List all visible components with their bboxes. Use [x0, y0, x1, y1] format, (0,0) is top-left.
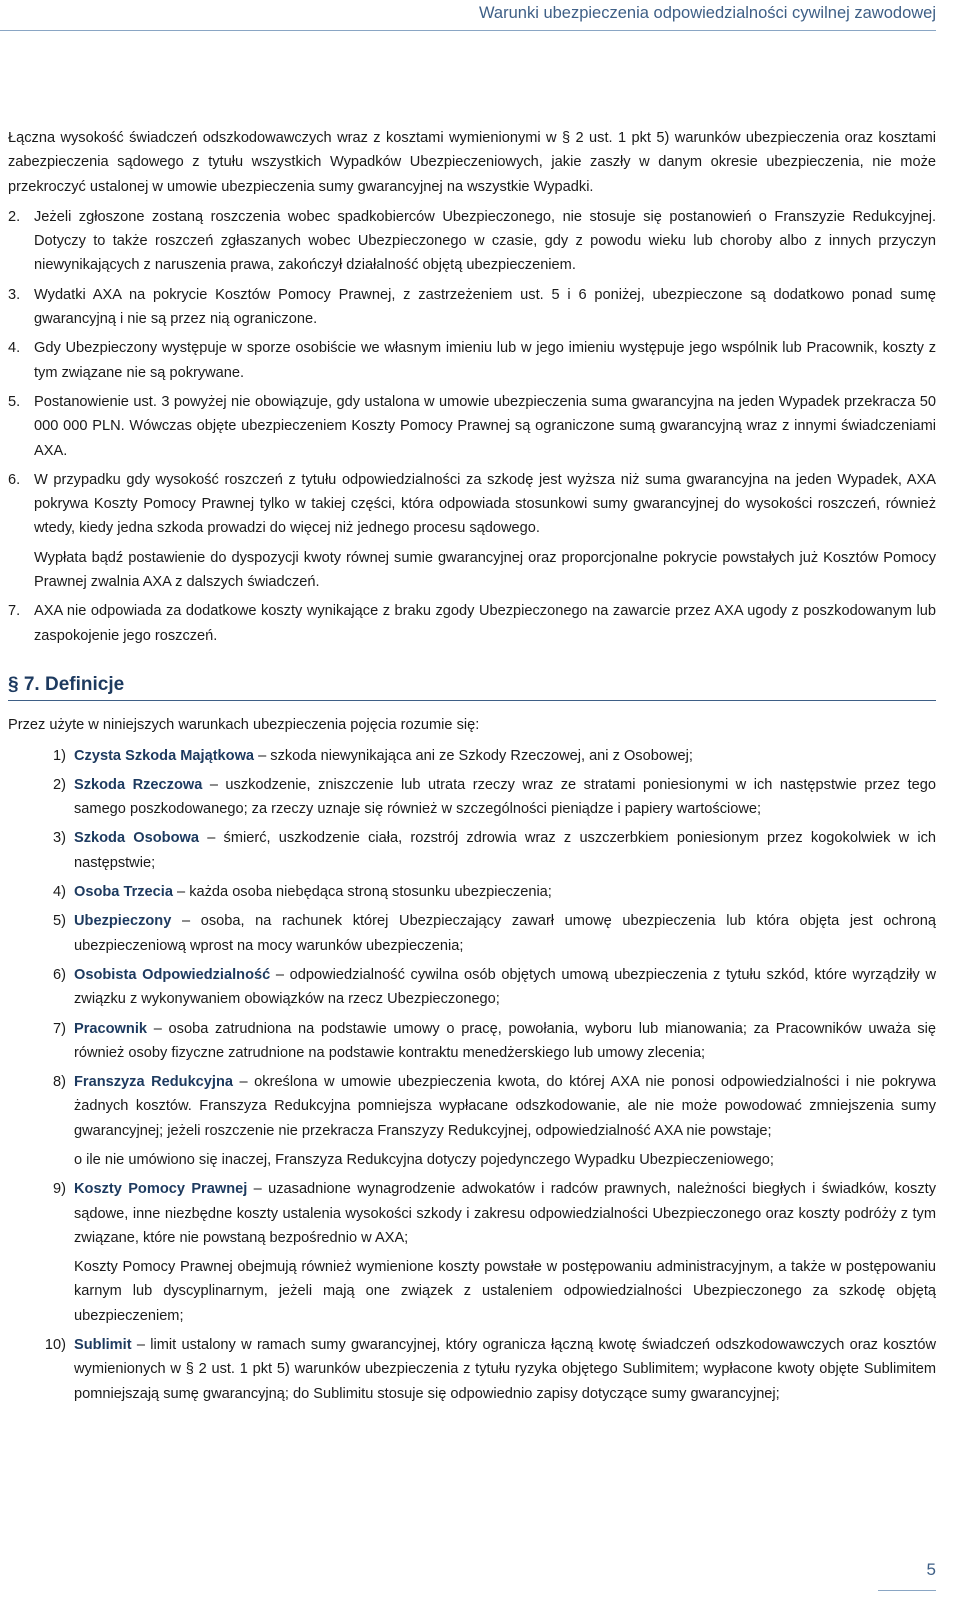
definition-term: Pracownik — [74, 1020, 147, 1037]
item-text: Postanowienie ust. 3 powyżej nie obowiązuje, gdy ustalona w umowie ubezpieczenia suma gwarancyjna na jeden Wypadek przekracza 50 000 000 PLN. Wówczas objęte ubezpieczeniem Koszty Pomocy Prawnej są ograniczone sumą gwarancyjną wraz z innymi świadczeniami AXA. — [34, 393, 936, 459]
definition-term: Czysta Szkoda Majątkowa — [74, 747, 255, 764]
definition-text: – każda osoba niebędąca stroną stosunku ubezpieczenia; — [172, 884, 552, 901]
item-text: W przypadku gdy wysokość roszczeń z tytułu odpowiedzialności za szkodę jest wyższa niż suma gwarancyjna na jeden Wypadek, AXA pokrywa Koszty Pomocy Prawnej tylko w takiej części, która odpowiada stosunkowi sumy gwarancyjnej do wysokości roszczeń, również wtedy, kiedy jedna szkoda prowadzi do więcej niż jednego procesu sądowego. — [34, 471, 936, 537]
definition-item — [8, 773, 936, 822]
definition-term: Szkoda Rzeczowa — [74, 776, 203, 793]
definition-item — [8, 963, 936, 1012]
definition-item — [8, 1177, 936, 1328]
definition-text: – uszkodzenie, zniszczenie lub utrata rzeczy wraz ze stratami poniesionymi w ich następstwie przez tego samego poszkodowanego; za rzeczy uznaje się również w szczególności pieniądze i papiery wartościowe; — [74, 776, 936, 818]
definition-text: – szkoda niewynikająca ani ze Szkody Rzeczowej, ani z Osobowej; — [254, 747, 693, 764]
definition-number: 6) — [53, 966, 66, 983]
definition-text: – określona w umowie ubezpieczenia kwota, do której AXA nie ponosi odpowiedzialności i nie pokrywa żadnych kosztów. Franszyza Redukcyjna pomniejsza wypłacane odszkodowanie, ale nie może powodować zmniejszenia sumy gwarancyjnej; jeżeli roszczenie nie przekracza Franszyzy Redukcyjnej, odpowiedzialność AXA nie powstaje; — [74, 1074, 936, 1139]
item-number: 5. — [8, 393, 21, 410]
definition-subparagraph: o ile nie umówiono się inaczej, Franszyza Redukcyjna dotyczy pojedynczego Wypadku Ubezpieczeniowego; — [74, 1151, 774, 1168]
item-number: 4. — [8, 340, 21, 357]
footer-divider — [878, 1590, 936, 1591]
list-item — [8, 205, 936, 278]
header-divider — [0, 30, 936, 31]
definition-text: – limit ustalony w ramach sumy gwarancyjnej, który ogranicza łączną kwotę świadczeń odszkodowawczych oraz kosztów wymienionych w § 2 ust. 1 pkt 5) warunków ubezpieczenia z tytułu ryzyka objętego Sublimitem; wypłacone kwoty objęte Sublimitem pomniejszają sumę gwarancyjną; do Sublimitu stosuje się odpowiednio zapisy dotyczące sumy gwarancyjnej; — [74, 1337, 936, 1402]
definition-item — [8, 1017, 936, 1066]
definition-number: 10) — [44, 1337, 66, 1354]
definition-number: 3) — [53, 830, 66, 847]
page-number: 5 — [926, 1560, 936, 1579]
definition-number: 4) — [53, 884, 66, 901]
definition-subparagraph: Koszty Pomocy Prawnej obejmują również wymienione koszty powstałe w postępowaniu administracyjnym, a także w postępowaniu karnym lub dyscyplinarnym, jeżeli mają one związek z ustaleniem odpowiedzialności Ubezpieczonego za szkodę objętą ubezpieczeniem; — [74, 1259, 936, 1324]
list-item — [8, 599, 936, 648]
item-number: 7. — [8, 603, 21, 620]
section-intro: Przez użyte w niniejszych warunkach ubezpieczenia pojęcia rozumie się: — [8, 717, 480, 734]
definition-term: Osoba Trzecia — [74, 884, 173, 901]
definitions-list — [8, 744, 936, 1406]
definition-number: 5) — [53, 913, 66, 930]
definition-number: 9) — [53, 1181, 66, 1198]
definition-term: Franszyza Redukcyjna — [74, 1074, 234, 1091]
list-item — [8, 468, 936, 594]
document-body — [8, 126, 936, 1411]
section-heading: § 7. Definicje — [8, 667, 936, 701]
list-item — [8, 390, 936, 463]
definition-term: Sublimit — [74, 1337, 132, 1354]
item-text: Gdy Ubezpieczony występuje w sporze osobiście we własnym imieniu lub w jego imieniu występuje jego wspólnik lub Pracownik, koszty z tym związane nie są pokrywane. — [34, 340, 936, 381]
definition-item — [8, 1070, 936, 1172]
definition-number: 2) — [53, 776, 66, 793]
numbered-list — [8, 205, 936, 648]
definition-number: 1) — [53, 747, 66, 764]
definition-item — [8, 909, 936, 958]
item-number: 3. — [8, 286, 21, 303]
item-subparagraph: Wypłata bądź postawienie do dyspozycji kwoty równej sumie gwarancyjnej oraz proporcjonalne pokrycie powstałych już Kosztów Pomocy Prawnej zwalnia AXA z dalszych świadczeń. — [34, 549, 936, 591]
running-header: Warunki ubezpieczenia odpowiedzialności cywilnej zawodowej — [478, 4, 936, 22]
item-text: AXA nie odpowiada za dodatkowe koszty wynikające z braku zgody Ubezpieczonego na zawarcie przez AXA ugody z poszkodowanym lub zaspokojenie jego roszczeń. — [34, 603, 936, 644]
definition-text: – odpowiedzialność cywilna osób objętych umową ubezpieczenia z tytułu szkód, które wyrządziły w związku z wykonywaniem obowiązków na rzecz Ubezpieczonego; — [74, 966, 936, 1008]
definition-number: 7) — [53, 1020, 66, 1037]
item-number: 6. — [8, 471, 21, 488]
definition-term: Koszty Pomocy Prawnej — [74, 1181, 248, 1198]
definition-text: – osoba, na rachunek której Ubezpieczający zawarł umowę ubezpieczenia lub która objęta jest ochroną ubezpieczeniową wprost na mocy warunków ubezpieczenia; — [74, 913, 936, 954]
definition-term: Ubezpieczony — [74, 913, 172, 930]
definition-text: – śmierć, uszkodzenie ciała, rozstrój zdrowia wraz z uszczerbkiem poniesionym przez kogokolwiek w ich następstwie; — [74, 830, 937, 871]
list-item — [8, 283, 936, 332]
item-number: 2. — [8, 208, 21, 225]
definition-text: – osoba zatrudniona na podstawie umowy o pracę, powołania, wyboru lub mianowania; za Pracowników uważa się również osoby fizyczne zatrudnione na podstawie kontraktu menedżerskiego lub umowy zlecenia; — [74, 1020, 936, 1061]
definition-number: 8) — [53, 1074, 66, 1091]
definition-item — [8, 826, 936, 875]
definition-text: – uzasadnione wynagrodzenie adwokatów i radców prawnych, należności biegłych i świadków, koszty sądowe, inne niezbędne koszty ustalenia wysokości szkody i zakresu odpowiedzialności Ubezpieczonego oraz koszty podróży z tym związane, które nie powstaną bezpośrednio w AXA; — [74, 1181, 936, 1246]
item-text: Wydatki AXA na pokrycie Kosztów Pomocy Prawnej, z zastrzeżeniem ust. 5 i 6 poniżej, ubezpieczone są dodatkowo ponad sumę gwarancyjną i nie są przez nią ograniczone. — [34, 286, 936, 328]
definition-term: Osobista Odpowiedzialność — [74, 966, 271, 983]
definition-item — [8, 744, 936, 768]
definition-term: Szkoda Osobowa — [74, 830, 199, 847]
list-item — [8, 336, 936, 385]
intro-paragraph: Łączna wysokość świadczeń odszkodowawczych wraz z kosztami wymienionymi w § 2 ust. 1 pkt 5) warunków ubezpieczenia oraz kosztami zabezpieczenia sądowego z tytułu wszystkich Wypadków Ubezpieczeniowych, jakie zaszły w danym okresie ubezpieczenia, nie może przekroczyć ustalonej w umowie ubezpieczenia sumy gwarancyjnej na wszystkie Wypadki. — [8, 130, 936, 195]
definition-item — [8, 880, 936, 904]
item-text: Jeżeli zgłoszone zostaną roszczenia wobec spadkobierców Ubezpieczonego, nie stosuje się postanowień o Franszyzie Redukcyjnej. Dotyczy to także roszczeń zgłaszanych wobec Ubezpieczonego w czasie, gdy z powodu wieku lub choroby albo z innych przyczyn niewynikających z naruszenia prawa, zakończył działalność objętą ubezpieczeniem. — [34, 208, 936, 274]
definition-item — [8, 1333, 936, 1406]
